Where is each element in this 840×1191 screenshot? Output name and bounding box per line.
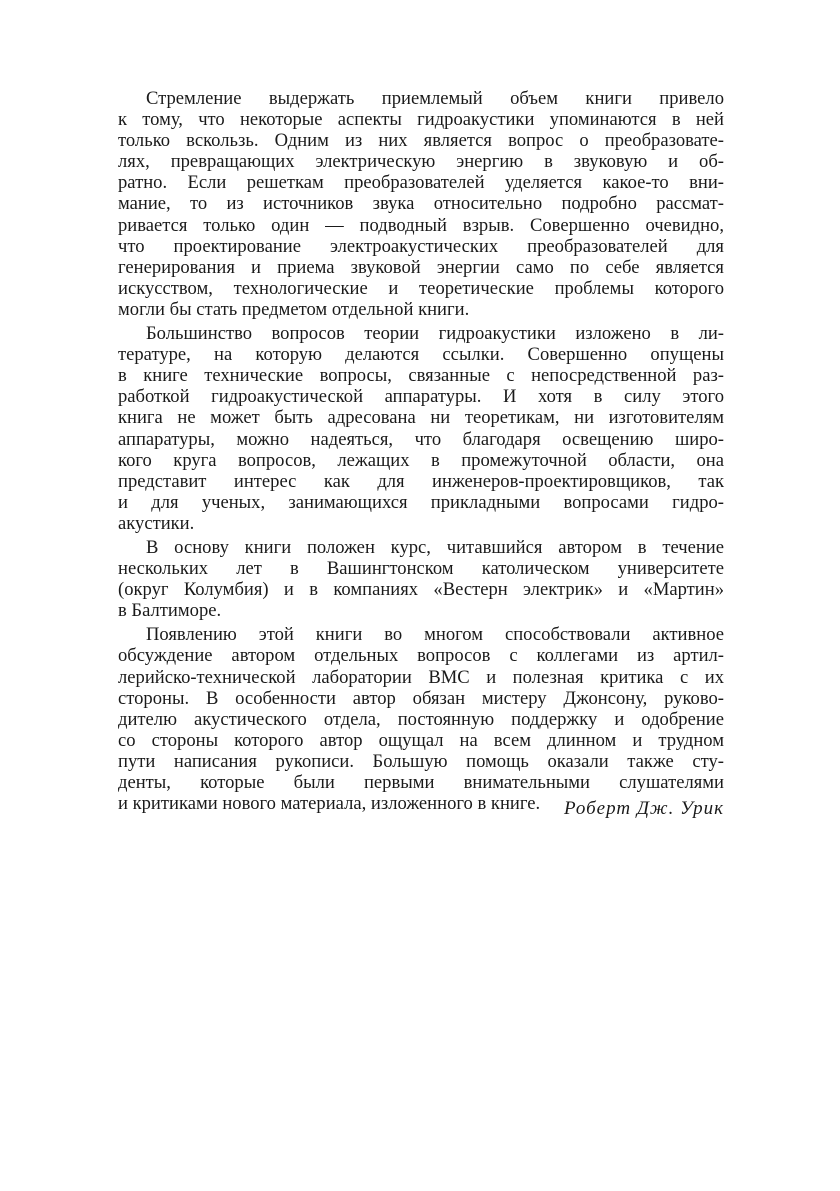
paragraph-4 (118, 624, 724, 814)
text-line: (округ Колумбия) и в компаниях «Вестерн электрик» и «Мартин» (118, 579, 724, 601)
text-line: денты, которые были первыми внимательными слушателями (118, 772, 724, 793)
text-line: со стороны которого автор ощущал на всем длинном и трудном (118, 729, 724, 751)
text-line: аппаратуры, можно надеяться, что благодаря освещению широ- (118, 428, 724, 450)
text-line: только вскользь. Одним из них является вопрос о преобразовате- (118, 130, 724, 152)
text-line: лях, превращающих электрическую энергию в звуковую и об- (118, 151, 724, 173)
text-line: лерийско-технической лаборатории ВМС и полезная критика с их (118, 666, 724, 688)
text-line: представит интерес как для инженеров-проектировщиков, так (118, 470, 724, 492)
text-line: Большинство вопросов теории гидроакустики изложено в ли- (146, 323, 724, 345)
text-line: и для ученых, занимающихся прикладными вопросами гидро- (118, 491, 724, 513)
text-line: В основу книги положен курс, читавшийся автором в течение (146, 536, 724, 558)
text-line: Стремление выдержать приемлемый объем книги привело (146, 88, 724, 109)
paragraph-1 (118, 88, 724, 320)
preface-body (118, 88, 724, 817)
text-line: мание, то из источников звука относительно подробно рассмат- (118, 193, 724, 215)
text-line: нескольких лет в Вашингтонском католическом университете (118, 558, 724, 580)
paragraph-3 (118, 537, 724, 621)
paragraph-2 (118, 323, 724, 534)
text-line: генерирования и приема звуковой энергии само по себе является (118, 256, 724, 278)
text-line: ривается только один — подводный взрыв. Совершенно очевидно, (118, 214, 724, 236)
text-line: в Балтиморе. (118, 600, 222, 622)
text-line: Появлению этой книги во многом способствовали активное (146, 624, 724, 646)
text-line: могли бы стать предметом отдельной книги. (118, 298, 470, 320)
text-line: кого круга вопросов, лежащих в промежуточной области, она (118, 449, 724, 471)
text-line: пути написания рукописи. Большую помощь оказали также сту- (118, 750, 724, 772)
author-signature: Роберт Дж. Урик (563, 798, 724, 819)
text-line: дителю акустического отдела, постоянную поддержку и одобрение (118, 708, 724, 730)
text-line: тературе, на которую делаются ссылки. Совершенно опущены (118, 344, 724, 366)
text-line: что проектирование электроакустических преобразователей для (118, 235, 724, 257)
text-line: обсуждение автором отдельных вопросов с коллегами из артил- (118, 645, 724, 667)
text-line: и критиками нового материала, изложенного в книге. (118, 793, 541, 815)
text-line: работкой гидроакустической аппаратуры. И хотя в силу этого (118, 386, 724, 408)
text-line: стороны. В особенности автор обязан мистеру Джонсону, руково- (118, 687, 724, 709)
text-line: акустики. (118, 512, 195, 534)
text-line: ратно. Если решеткам преобразователей уделяется какое-то вни- (118, 172, 724, 194)
text-line: искусством, технологические и теоретические проблемы которого (118, 277, 724, 299)
text-line: в книге технические вопросы, связанные с непосредственной раз- (118, 365, 724, 387)
text-line: к тому, что некоторые аспекты гидроакустики упоминаются в ней (118, 109, 724, 131)
text-line: книга не может быть адресована ни теоретикам, ни изготовителям (118, 407, 724, 429)
